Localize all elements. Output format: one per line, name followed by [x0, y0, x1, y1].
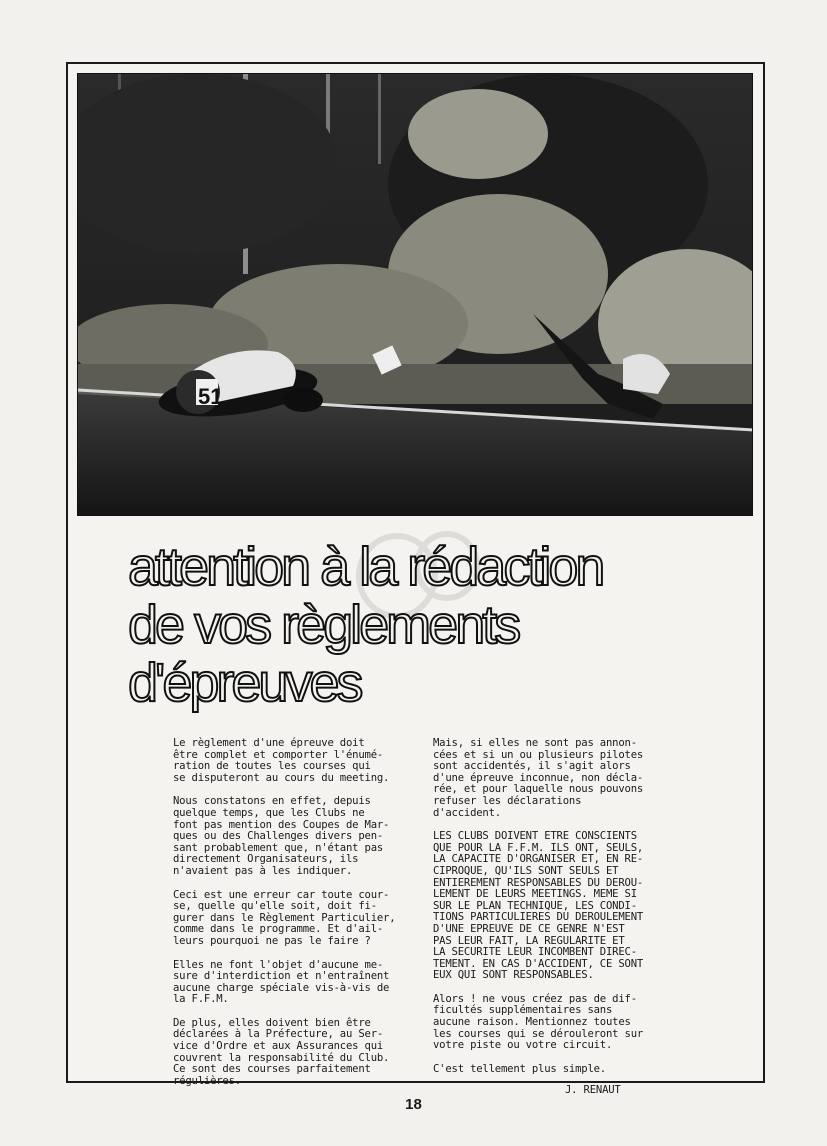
- author-signature: J. RENAUT: [565, 1084, 621, 1097]
- paragraph: Le règlement d'une épreuve doit être complet et comporter l'énumé- ration de toutes les courses qui se disputeront au cours du meeting.: [173, 737, 390, 784]
- headline-line-1: attention à la rédaction: [128, 537, 603, 597]
- paragraph: Ceci est une erreur car toute cour- se, quelle qu'elle soit, doit fi- gurer dans le Règlement Particulier, comme dans le programme. Et d'ail- leurs pourquoi ne pas le faire ?: [173, 888, 396, 947]
- paragraph: De plus, elles doivent bien être déclarées à la Préfecture, au Ser- vice d'Ordre et aux Assurances qui couvrent la responsabilité du Club. Ce sont des courses parfaitement régulières.: [173, 1016, 390, 1087]
- paragraph: C'est tellement plus simple.: [433, 1062, 606, 1075]
- bike-number: 51: [198, 384, 223, 409]
- headline-line-2: de vos règlements: [128, 595, 519, 655]
- article-headline: [128, 538, 728, 712]
- paragraph: Alors ! ne vous créez pas de dif- ficultés supplémentaires sans aucune raison. Mentionnez toutes les courses qui se dérouleront sur votre piste ou votre circuit.: [433, 992, 644, 1052]
- paragraph: Mais, si elles ne sont pas annon- cées et si un ou plusieurs pilotes sont accidentés, il s'agit alors d'une épreuve inconnue, non décla- rée, et pour laquelle nous pouvons refuser les déclarations d'accident.: [433, 737, 644, 819]
- motorcycle-crash-photo: [77, 73, 753, 516]
- paragraph: LES CLUBS DOIVENT ETRE CONSCIENTS QUE POUR LA F.F.M. ILS ONT, SEULS, LA CAPACITE D'ORGANISER ET, EN RE- CIPROQUE, QU'ILS SONT SEULS ET ENTIEREMENT RESPONSABLES DU DEROU- LEMENT DE LEURS MEETINGS. MEME SI SUR LE PLAN TECHNIQUE, LES CONDI- TIONS PARTICULIERES DU DEROULEMENT D'UNE EPREUVE DE CE GENRE N'EST PAS LEUR FAIT, LA REGULARITE ET LA SECURITE LEUR INCOMBENT DIREC- TEMENT. EN CAS D'ACCIDENT, CE SONT EUX QUI SONT RESPONSABLES.: [433, 830, 644, 982]
- headline-line-3: d'épreuves: [128, 653, 361, 713]
- left-text-column: [173, 738, 401, 1099]
- right-text-column: [433, 738, 655, 1097]
- page-number: 18: [405, 1096, 422, 1113]
- paragraph: Nous constatons en effet, depuis quelque temps, que les Clubs ne font pas mention des Coupes de Mar- ques ou des Challenges divers pen- sant probablement que, n'étant pas directement Organisateurs, ils n'avaient pas à les indiquer.: [173, 795, 390, 877]
- paragraph: Elles ne font l'objet d'aucune me- sure d'interdiction et n'entraînent aucune charge spéciale vis-à-vis de la F.F.M.: [173, 958, 390, 1006]
